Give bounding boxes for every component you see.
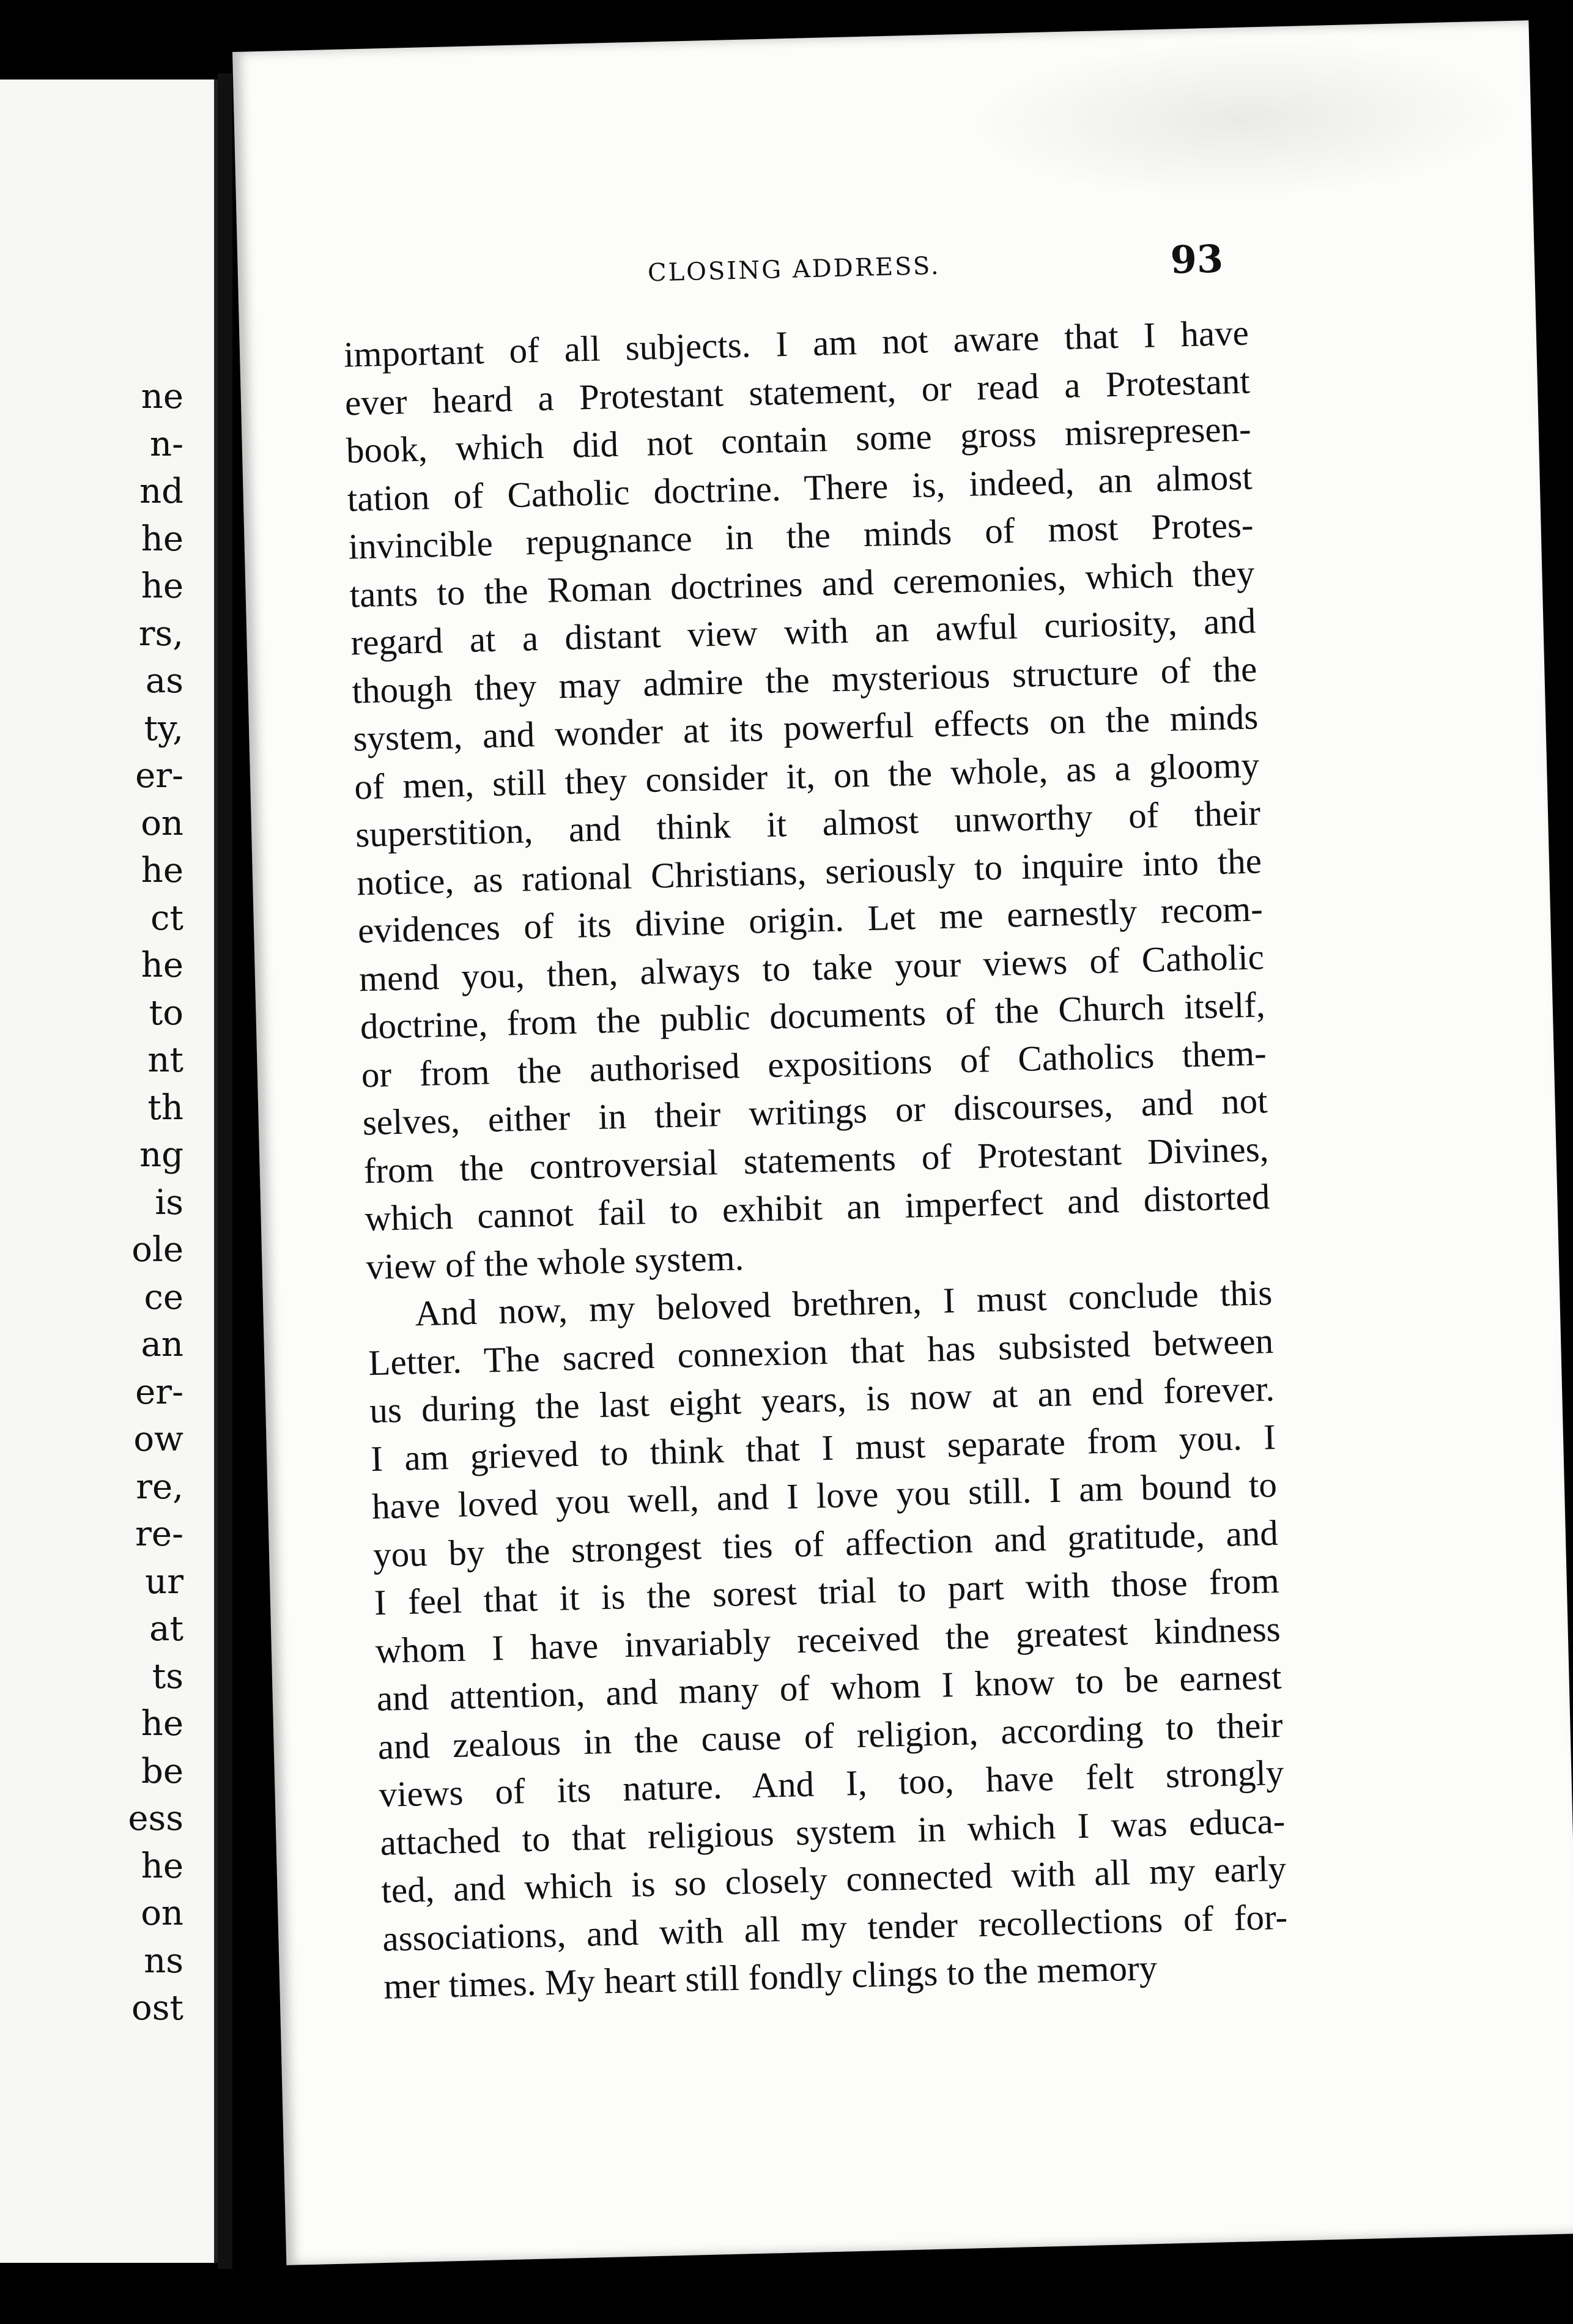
text-line: And now, my beloved brethren, I must conclude this [414, 1272, 1273, 1334]
text-line: superstition, and think it almost unworthy of their [355, 792, 1261, 855]
text-line: system, and wonder at its powerful effects on the minds [352, 696, 1259, 759]
left-page-fragment: re, [136, 1467, 183, 1507]
text-line: and attention, and many of whom I know to be earnest [376, 1656, 1282, 1719]
text-line: attached to that religious system in which I was educa- [379, 1800, 1286, 1863]
left-page-fragment: rs, [138, 613, 183, 654]
text-line: whom I have invariably received the greatest kindness [375, 1608, 1281, 1671]
left-page-fragment: ce [144, 1277, 183, 1317]
text-line: selves, either in their writings or discourses, and not [362, 1080, 1268, 1143]
text-line: doctrine, from the public documents of the Church itself, [360, 984, 1266, 1047]
text-line: though they may admire the mysterious structure of the [351, 648, 1257, 711]
text-line: have loved you well, and I love you still. I am bound to [371, 1464, 1278, 1527]
page-gutter [218, 73, 232, 2269]
paper-stain [966, 33, 1520, 205]
left-page-text-fragments [128, 373, 183, 2032]
left-page-fragment: ole [131, 1230, 183, 1270]
body-text [343, 309, 1289, 2011]
page-number: 93 [1169, 236, 1224, 283]
text-line: or from the authorised expositions of Catholics them- [361, 1032, 1267, 1095]
text-line: of men, still they consider it, on the whole, as a gloomy [353, 744, 1260, 807]
text-line: views of its nature. And I, too, have felt strongly [378, 1752, 1285, 1815]
text-line: Letter. The sacred connexion that has subsisted between [368, 1320, 1274, 1383]
left-page-fragment: ct [150, 898, 183, 938]
text-line: regard at a distant view with an awful curiosity, and [350, 600, 1257, 663]
left-page-fragment: re- [135, 1514, 183, 1554]
text-line: you by the strongest ties of affection and gratitude, and [372, 1512, 1279, 1575]
text-line: invincible repugnance in the minds of most Protes- [348, 504, 1254, 567]
text-line: tants to the Roman doctrines and ceremonies, which they [349, 552, 1256, 615]
text-line: tation of Catholic doctrine. There is, indeed, an almost [347, 456, 1253, 519]
right-page [232, 20, 1573, 2265]
left-page-fragment: is [155, 1182, 183, 1223]
text-line: us during the last eight years, is now at an end forever. [369, 1368, 1275, 1431]
text-line: from the controversial statements of Protestant Divines, [363, 1128, 1270, 1191]
text-line: mend you, then, always to take your views of Catholic [358, 936, 1265, 999]
text-line: important of all subjects. I am not aware that I have [343, 312, 1249, 375]
left-page-fragment: ng [139, 1135, 183, 1175]
left-page-fragment: er- [135, 1372, 183, 1412]
left-page-fragment: he [141, 1704, 183, 1744]
running-head: CLOSING ADDRESS. [647, 251, 941, 287]
left-page-fragment: ty, [144, 708, 183, 749]
text-line: ever heard a Protestant statement, or read a Protestant [344, 360, 1251, 423]
left-page-fragment: he [141, 946, 183, 985]
left-page-fragment: he [141, 566, 183, 606]
left-page-fragment: n- [150, 424, 183, 464]
left-page-fragment: ost [131, 1988, 183, 2028]
text-line: book, which did not contain some gross misrepresen- [346, 408, 1252, 471]
text-line: and zealous in the cause of religion, according to their [377, 1704, 1284, 1767]
left-page-fragment: nd [139, 472, 183, 511]
text-line: ted, and which is so closely connected with all my early [380, 1848, 1287, 1911]
left-page-fragment: ns [144, 1941, 183, 1981]
text-line: mer times. My heart still fondly clings to the memory [383, 1947, 1158, 2007]
left-page-fragment: an [141, 1325, 183, 1364]
left-page-fragment: ur [145, 1561, 183, 1602]
left-page-fragment: on [141, 803, 183, 843]
left-page-fragment: as [145, 661, 183, 701]
left-page-fragment: he [141, 519, 183, 559]
left-page-fragment: at [149, 1609, 183, 1649]
text-line: evidences of its divine origin. Let me earnestly recom- [357, 888, 1264, 951]
left-facing-page [0, 80, 218, 2263]
text-line: view of the whole system. [365, 1237, 744, 1287]
text-line: I am grieved to think that I must separate from you. I [370, 1416, 1276, 1479]
text-line: notice, as rational Christians, seriously to inquire into the [356, 840, 1262, 903]
left-page-fragment: ne [141, 377, 183, 416]
left-page-fragment: he [141, 1846, 183, 1886]
text-line: I feel that it is the sorest trial to part with those from [374, 1560, 1280, 1623]
left-page-fragment: he [141, 851, 183, 890]
left-page-fragment: ts [152, 1656, 183, 1697]
left-page-fragment: nt [147, 1040, 183, 1080]
page-header [238, 237, 1535, 318]
left-page-fragment: on [141, 1893, 183, 1933]
left-page-fragment: ess [128, 1799, 183, 1838]
text-line: which cannot fail to exhibit an imperfect and distorted [364, 1176, 1271, 1239]
left-page-fragment: be [141, 1751, 183, 1791]
left-page-fragment: th [147, 1087, 183, 1128]
left-page-fragment: to [149, 993, 183, 1033]
left-page-fragment: ow [133, 1419, 183, 1459]
text-line: associations, and with all my tender recollections of for- [382, 1896, 1288, 1959]
left-page-fragment: er- [135, 756, 183, 796]
